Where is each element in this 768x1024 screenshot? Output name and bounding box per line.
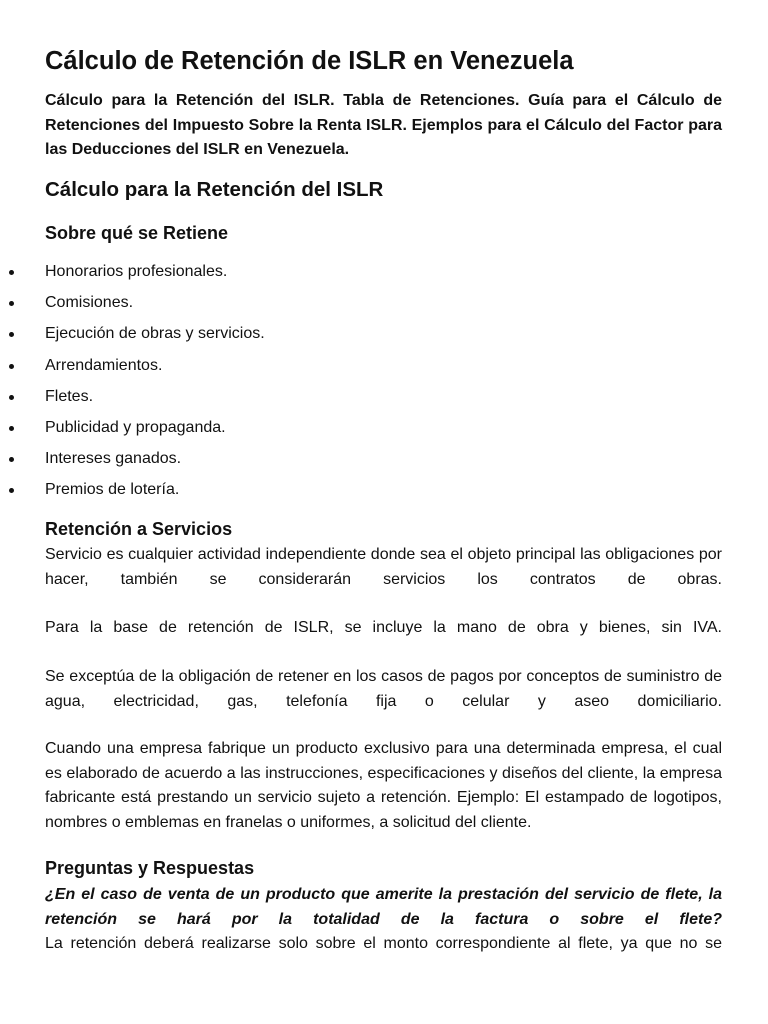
servicios-paragraph-2: Para la base de retención de ISLR, se incluye la mano de obra y bienes, sin IVA. xyxy=(45,619,722,636)
bullet-icon xyxy=(9,301,14,306)
bullet-icon xyxy=(9,457,14,462)
retention-items-list xyxy=(0,261,700,511)
question-text: ¿En el caso de venta de un producto que amerite la prestación del servicio de flete, la retención se hará por la totalidad de la factura o sobre el flete? xyxy=(45,886,722,928)
servicios-paragraph-4: Cuando una empresa fabrique un producto exclusivo para una determinada empresa, el cual es elaborado de acuerdo a las instrucciones, especificaciones y diseños del cliente, la empresa fabricante está prestando un servicio sujeto a retención. Ejemplo: El estampado de logotipos, nombres o emblemas en franelas o uniformes, a solicitud del cliente. xyxy=(45,740,722,831)
list-item xyxy=(0,479,700,510)
list-item xyxy=(0,417,700,448)
bullet-icon xyxy=(9,426,14,431)
servicios-paragraph-3: Se exceptúa de la obligación de retener en los casos de pagos por conceptos de suministro de agua, electricidad, gas, telefonía fija o celular y aseo domiciliario. xyxy=(45,668,722,710)
list-item-text: Publicidad y propaganda. xyxy=(45,418,226,436)
section-heading: Cálculo para la Retención del ISLR xyxy=(45,178,384,201)
preguntas-heading: Preguntas y Respuestas xyxy=(45,858,255,878)
list-item xyxy=(0,386,700,417)
intro-paragraph: Cálculo para la Retención del ISLR. Tabla de Retenciones. Guía para el Cálculo de Retenciones del Impuesto Sobre la Renta ISLR. Ejemplos para el Cálculo del Factor para las Deducciones del ISLR en Venezuela. xyxy=(45,92,722,158)
sobre-heading: Sobre qué se Retiene xyxy=(45,223,229,243)
bullet-icon xyxy=(9,364,14,369)
list-item xyxy=(0,448,700,479)
answer-text: La retención deberá realizarse solo sobre el monto correspondiente al flete, ya que no se xyxy=(45,935,722,952)
bullet-icon xyxy=(9,332,14,337)
list-item-text: Fletes. xyxy=(45,387,94,405)
list-item-text: Ejecución de obras y servicios. xyxy=(45,325,265,343)
list-item-text: Intereses ganados. xyxy=(45,450,182,468)
bullet-icon xyxy=(9,270,14,275)
servicios-paragraph-1: Servicio es cualquier actividad independiente donde sea el objeto principal las obligaciones por hacer, también se considerarán servicios los contratos de obras. xyxy=(45,546,722,588)
list-item xyxy=(0,323,700,354)
bullet-icon xyxy=(9,395,14,400)
bullet-icon xyxy=(9,488,14,493)
list-item xyxy=(0,292,700,323)
list-item xyxy=(0,355,700,386)
list-item-text: Premios de lotería. xyxy=(45,481,180,499)
list-item-text: Comisiones. xyxy=(45,294,134,312)
list-item-text: Honorarios profesionales. xyxy=(45,263,228,280)
servicios-heading: Retención a Servicios xyxy=(45,519,233,539)
page-title: Cálculo de Retención de ISLR en Venezuela xyxy=(45,47,574,75)
list-item-text: Arrendamientos. xyxy=(45,356,163,374)
list-item xyxy=(0,261,700,292)
